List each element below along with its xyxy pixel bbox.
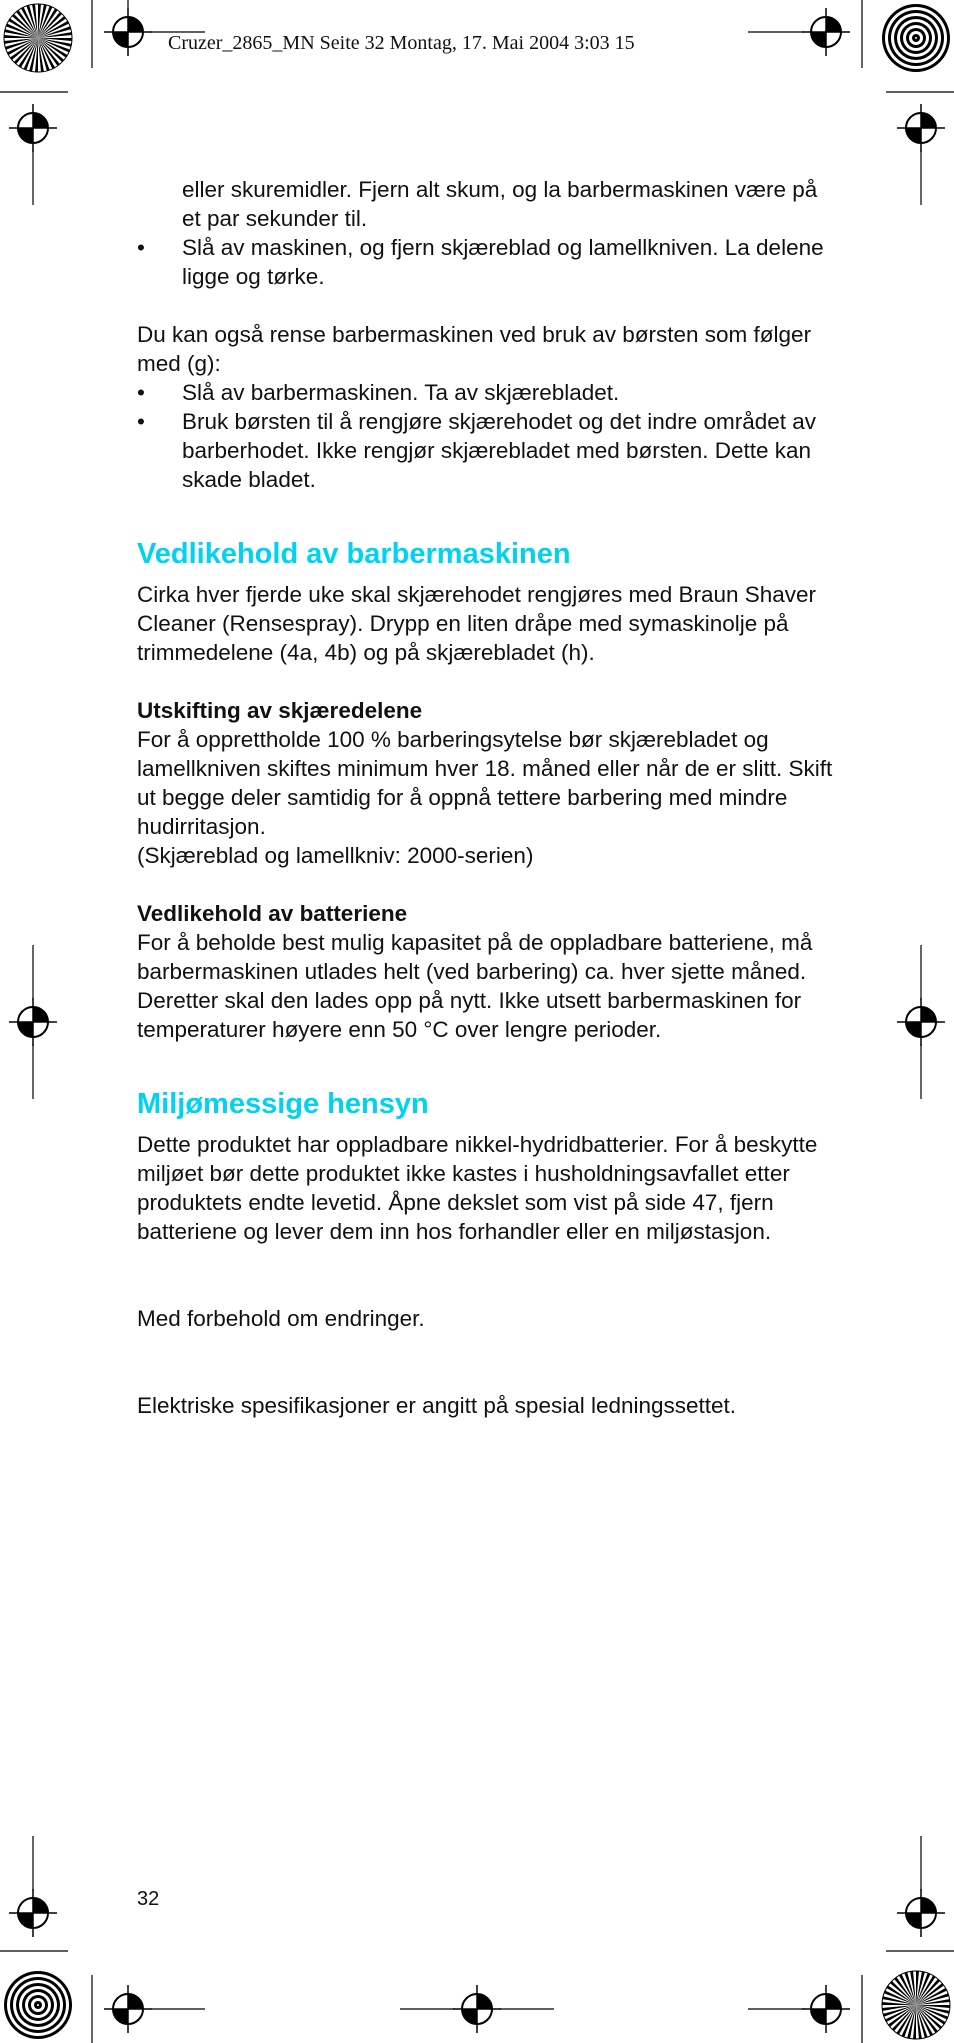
registration-mark — [104, 1985, 152, 2033]
print-slug: Cruzer_2865_MN Seite 32 Montag, 17. Mai 2004 3:03 15 — [168, 32, 635, 54]
bullet-icon: • — [137, 380, 145, 405]
bullet-icon: • — [137, 235, 145, 260]
document-body — [137, 175, 837, 1420]
registration-mark — [897, 1889, 945, 1937]
registration-mark — [104, 8, 152, 56]
maintenance-paragraph: Cirka hver fjerde uke skal skjærehodet rengjøres med Braun Shaver Cleaner (Rensespray). Drypp en liten dråpe med symaskinolje på trimmedelene (4a, 4b) og på skjærebladet (h). — [137, 582, 817, 665]
section-heading-maintenance: Vedlikehold av barbermaskinen — [137, 538, 571, 570]
reservation-note: Med forbehold om endringer. — [137, 1306, 425, 1331]
star-target-top-left — [4, 4, 72, 72]
registration-mark — [9, 1889, 57, 1937]
target-ring — [915, 37, 917, 39]
registration-mark — [897, 998, 945, 1046]
star-target-top-right — [882, 4, 950, 72]
registration-mark — [9, 104, 57, 152]
brush-paragraph: Du kan også rense barbermaskinen ved bruk av børsten som følger med (g): — [137, 322, 812, 376]
list-item-text: Bruk børsten til å rengjøre skjærehodet og det indre området av barberhodet. Ikke rengjør skjærebladet med børsten. Dette kan skade bladet. — [182, 409, 817, 492]
page-number: 32 — [137, 1888, 160, 1910]
registration-mark — [9, 998, 57, 1046]
electrical-note: Elektriske spesifikasjoner er angitt på spesial ledningssettet. — [137, 1393, 737, 1418]
replace-paragraph: For å opprettholde 100 % barberingsytelse bør skjærebladet og lamellkniven skiftes minimum hver 18. måned eller når de er slitt. Skift ut begge deler samtidig for å oppnå tettere barbering med mindre hudirritasjon. — [137, 727, 833, 839]
target-ring — [37, 2004, 39, 2006]
list-item — [137, 233, 837, 291]
registration-mark — [802, 8, 850, 56]
registration-mark — [802, 1985, 850, 2033]
bullet-icon: • — [137, 409, 145, 434]
subheading-battery: Vedlikehold av batteriene — [137, 901, 408, 926]
battery-paragraph: For å beholde best mulig kapasitet på de oppladbare batteriene, må barbermaskinen utlades helt (ved barbering) ca. hver sjette måned. Deretter skal den lades opp på nytt. Ikke utsett barbermaskinen for temperaturer høyere enn 50 °C over lengre perioder. — [137, 930, 813, 1042]
replace-parts-note: (Skjæreblad og lamellkniv: 2000-serien) — [137, 843, 534, 868]
list-item — [137, 407, 837, 494]
environment-paragraph: Dette produktet har oppladbare nikkel-hydridbatterier. For å beskytte miljøet bør dette produktet ikke kastes i husholdningsavfallet etter produktets endte levetid. Åpne dekslet som vist på side 47, fjern batteriene og lever dem inn hos forhandler eller en miljøstasjon. — [137, 1132, 818, 1244]
section-heading-environment: Miljømessige hensyn — [137, 1088, 429, 1120]
star-target-bottom-right — [882, 1971, 950, 2039]
list-item-text: Slå av maskinen, og fjern skjæreblad og lamellkniven. La delene ligge og tørke. — [182, 235, 824, 289]
star-target-bottom-left — [4, 1971, 72, 2039]
subheading-replace-parts: Utskifting av skjæredelene — [137, 698, 423, 723]
registration-mark — [453, 1985, 501, 2033]
list-item — [137, 378, 837, 407]
registration-mark — [897, 104, 945, 152]
list-item-text: Slå av barbermaskinen. Ta av skjærebladet. — [182, 380, 620, 405]
continued-paragraph: eller skuremidler. Fjern alt skum, og la barbermaskinen være på et par sekunder til. — [182, 177, 818, 231]
